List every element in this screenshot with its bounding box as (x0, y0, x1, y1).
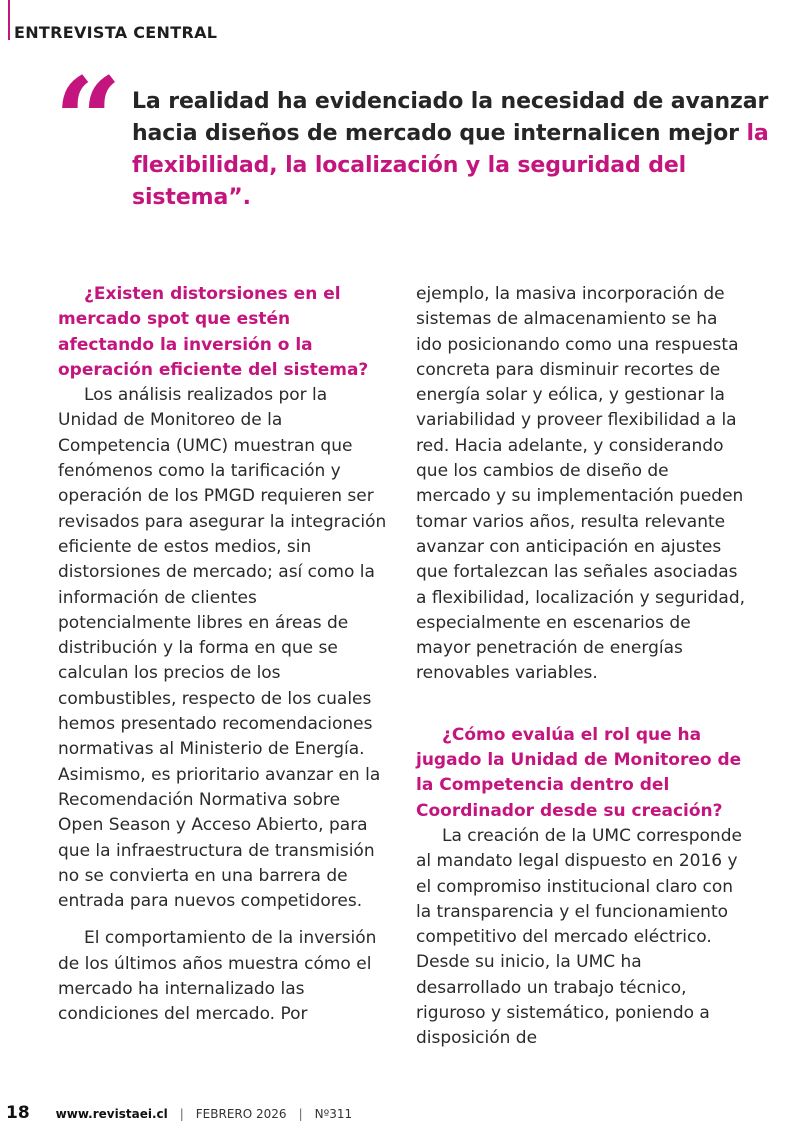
left-column (58, 282, 390, 1028)
answer-1-paragraph-2-start: El comportamiento de la inversión de los últimos años muestra cómo el mercado ha internalizado las condiciones del mercado. Por (58, 928, 377, 1025)
issue-date: FEBRERO 2026 (195, 1107, 287, 1121)
pull-quote-highlight: la flexibilidad, la localización y la seguridad del sistema”. (132, 121, 769, 210)
section-label: ENTREVISTA CENTRAL (14, 23, 218, 42)
quote-mark-icon: “ (54, 51, 122, 190)
question-1: ¿Existen distorsiones en el mercado spot que estén afectando la inversión o la operación eficiente del sistema? (58, 284, 369, 380)
issue-number: Nº311 (314, 1107, 353, 1121)
answer-1-paragraph-1: Los análisis realizados por la Unidad de Monitoreo de la Competencia (UMC) muestran que fenómenos como la tarificación y operación de los PMGD requieren ser revisados para asegurar la integración eficiente de estos medios, sin distorsiones de mercado; así como la información de clientes potencialmente libres en áreas de distribución y la forma en que se calculan los precios de los combustibles, respecto de los cuales hemos presentado recomendaciones normativas al Ministerio de Energía. Asimismo, es prioritario avanzar en la Recomendación Normativa sobre Open Season y Acceso Abierto, para que la infraestructura de transmisión no se convierta en una barrera de entrada para nuevos competidores. (58, 385, 387, 912)
website-link[interactable]: www.revistaei.cl (55, 1107, 168, 1121)
section-accent-bar (8, 0, 10, 40)
page-footer (6, 1103, 352, 1123)
footer-separator: | (298, 1107, 303, 1121)
pull-quote-text: La realidad ha evidenciado la necesidad de avanzar hacia diseños de mercado que internalicen mejor (132, 89, 769, 146)
footer-separator: | (179, 1107, 184, 1121)
pull-quote (132, 86, 792, 214)
question-2: ¿Cómo evalúa el rol que ha jugado la Unidad de Monitoreo de la Competencia dentro del Coordinador desde su creación? (416, 724, 742, 821)
answer-2-paragraph-1: La creación de la UMC corresponde al mandato legal dispuesto en 2016 y el compromiso institucional claro con la transparencia y el funcionamiento competitivo del mercado eléctrico. Desde su inicio, la UMC ha desarrollado un trabajo técnico, riguroso y sistemático, poniendo a disposición de (416, 825, 742, 1049)
page-number: 18 (6, 1103, 30, 1123)
right-column (416, 282, 748, 1052)
answer-1-paragraph-2-end: ejemplo, la masiva incorporación de sistemas de almacenamiento se ha ido posicionando como una respuesta concreta para disminuir recortes de energía solar y eólica, y gestionar la variabilidad y proveer flexibilidad a la red. Hacia adelante, y considerando que los cambios de diseño de mercado y su implementación pueden tomar varios años, resulta relevante avanzar con anticipación en ajustes que fortalezcan las señales asociadas a flexibilidad, localización y seguridad, especialmente en escenarios de mayor penetración de energías renovables variables. (416, 284, 746, 684)
